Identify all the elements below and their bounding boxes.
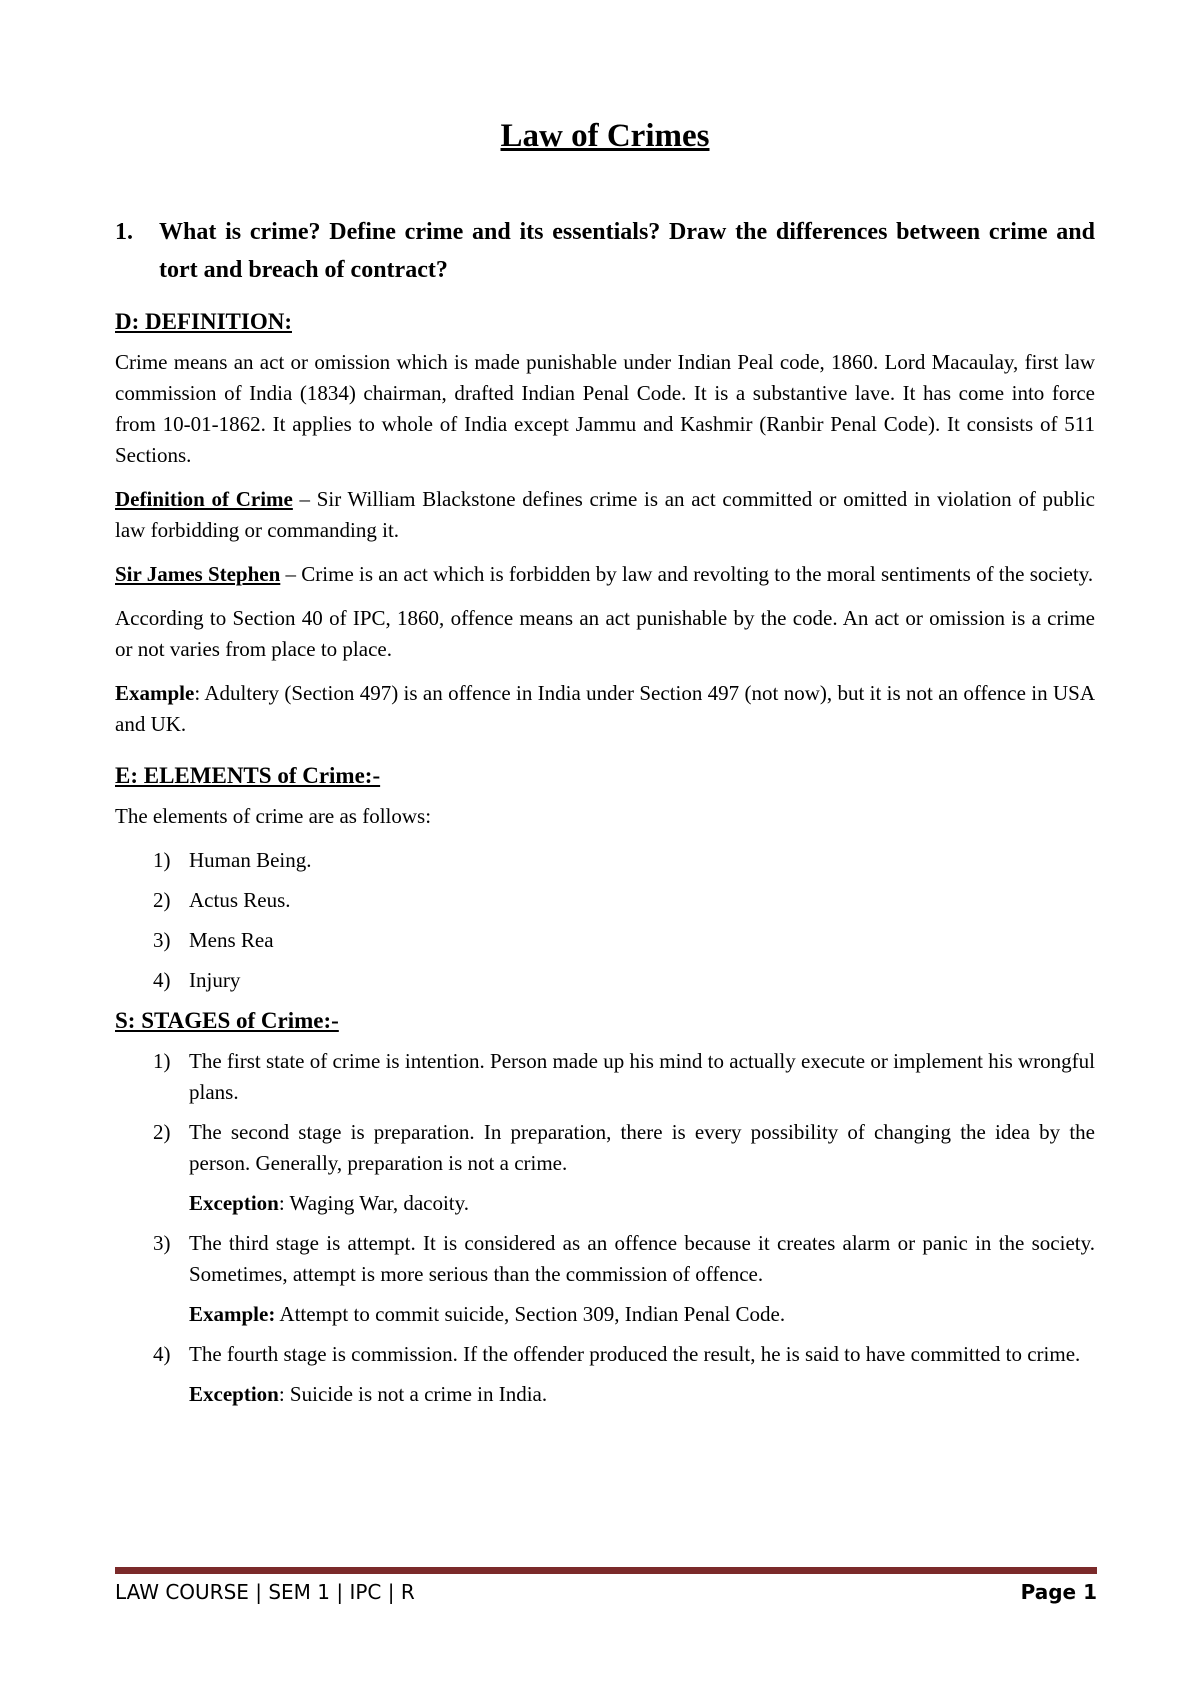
- question-text: What is crime? Define crime and its essentials? Draw the differences between crime and tort and breach of contract?: [159, 219, 1095, 283]
- stage-note: [189, 1188, 1095, 1219]
- stage-note-label: Exception: [189, 1382, 279, 1406]
- blackstone-label: Definition of Crime: [115, 487, 293, 511]
- list-number: 2): [153, 888, 171, 912]
- elements-heading: E: ELEMENTS of Crime:-: [115, 763, 381, 788]
- stage-list-item: [115, 1046, 1095, 1108]
- stephen-label: Sir James Stephen: [115, 562, 281, 586]
- document-body: [115, 306, 1095, 1419]
- stage-note-label: Example:: [189, 1302, 276, 1326]
- stage-body: [189, 1339, 1095, 1410]
- element-list-item: [115, 925, 1095, 956]
- list-number: 2): [153, 1120, 171, 1144]
- question-number: 1.: [115, 219, 133, 245]
- stage-note: [189, 1379, 1095, 1410]
- stage-text: The second stage is preparation. In preparation, there is every possibility of changing the idea by the person. Generally, preparation is not a crime.: [189, 1120, 1095, 1175]
- footer-course-label: LAW COURSE | SEM 1 | IPC | R: [115, 1580, 415, 1604]
- list-number: 1): [153, 848, 171, 872]
- stage-text: The first state of crime is intention. Person made up his mind to actually execute or implement his wrongful plans.: [189, 1049, 1095, 1104]
- elements-intro: The elements of crime are as follows:: [115, 804, 432, 828]
- adultery-example: [115, 678, 1095, 740]
- definition-heading: D: DEFINITION:: [115, 309, 292, 334]
- stage-note: [189, 1299, 1095, 1330]
- list-text: Actus Reus.: [189, 888, 291, 912]
- definition-paragraph: Crime means an act or omission which is made punishable under Indian Peal code, 1860. Lord Macaulay, first law commission of India (1834) chairman, drafted Indian Penal Code. It is a substantive lave. It has come into force from 10-01-1862. It applies to whole of India except Jammu and Kashmir (Ranbir Penal Code). It consists of 511 Sections.: [115, 350, 1095, 467]
- stage-note-text: : Suicide is not a crime in India.: [278, 1382, 548, 1406]
- stages-list: [115, 1046, 1095, 1410]
- list-number: 3): [153, 1231, 171, 1255]
- elements-list: [115, 845, 1095, 996]
- stage-body: [189, 1046, 1095, 1108]
- element-list-item: [115, 885, 1095, 916]
- stage-note-text: : Waging War, dacoity.: [278, 1191, 470, 1215]
- question-1: [115, 213, 1095, 289]
- list-number: 4): [153, 1342, 171, 1366]
- element-list-item: [115, 845, 1095, 876]
- list-number: 4): [153, 968, 171, 992]
- page-footer: [115, 1580, 1097, 1604]
- footer-rule: [115, 1567, 1097, 1574]
- page-number: Page 1: [1020, 1580, 1097, 1604]
- blackstone-text: – Sir William Blackstone defines crime is an act committed or omitted in violation of public law forbidding or commanding it.: [115, 487, 1095, 542]
- example-label: Example: [115, 681, 195, 705]
- list-text: Mens Rea: [189, 928, 274, 952]
- example-text: : Adultery (Section 497) is an offence in India under Section 497 (not now), but it is not an offence in USA and UK.: [115, 681, 1095, 736]
- stephen-definition: [115, 559, 1095, 590]
- stage-text: The third stage is attempt. It is considered as an offence because it creates alarm or panic in the society. Sometimes, attempt is more serious than the commission of offence.: [189, 1231, 1095, 1286]
- stage-list-item: [115, 1228, 1095, 1330]
- stage-note-label: Exception: [189, 1191, 279, 1215]
- stage-body: [189, 1117, 1095, 1219]
- stage-list-item: [115, 1339, 1095, 1410]
- stage-body: [189, 1228, 1095, 1330]
- stephen-text: – Crime is an act which is forbidden by law and revolting to the moral sentiments of the society.: [280, 562, 1094, 586]
- stage-text: The fourth stage is commission. If the offender produced the result, he is said to have committed to crime.: [189, 1342, 1081, 1366]
- section-40-paragraph: According to Section 40 of IPC, 1860, offence means an act punishable by the code. An act or omission is a crime or not varies from place to place.: [115, 606, 1095, 661]
- list-number: 3): [153, 928, 171, 952]
- stages-heading: S: STAGES of Crime:-: [115, 1008, 339, 1033]
- blackstone-definition: [115, 484, 1095, 546]
- element-list-item: [115, 965, 1095, 996]
- list-number: 1): [153, 1049, 171, 1073]
- document-title: Law of Crimes: [500, 118, 710, 154]
- stage-note-text: Attempt to commit suicide, Section 309, Indian Penal Code.: [275, 1302, 786, 1326]
- list-text: Human Being.: [189, 848, 312, 872]
- stage-list-item: [115, 1117, 1095, 1219]
- list-text: Injury: [189, 968, 241, 992]
